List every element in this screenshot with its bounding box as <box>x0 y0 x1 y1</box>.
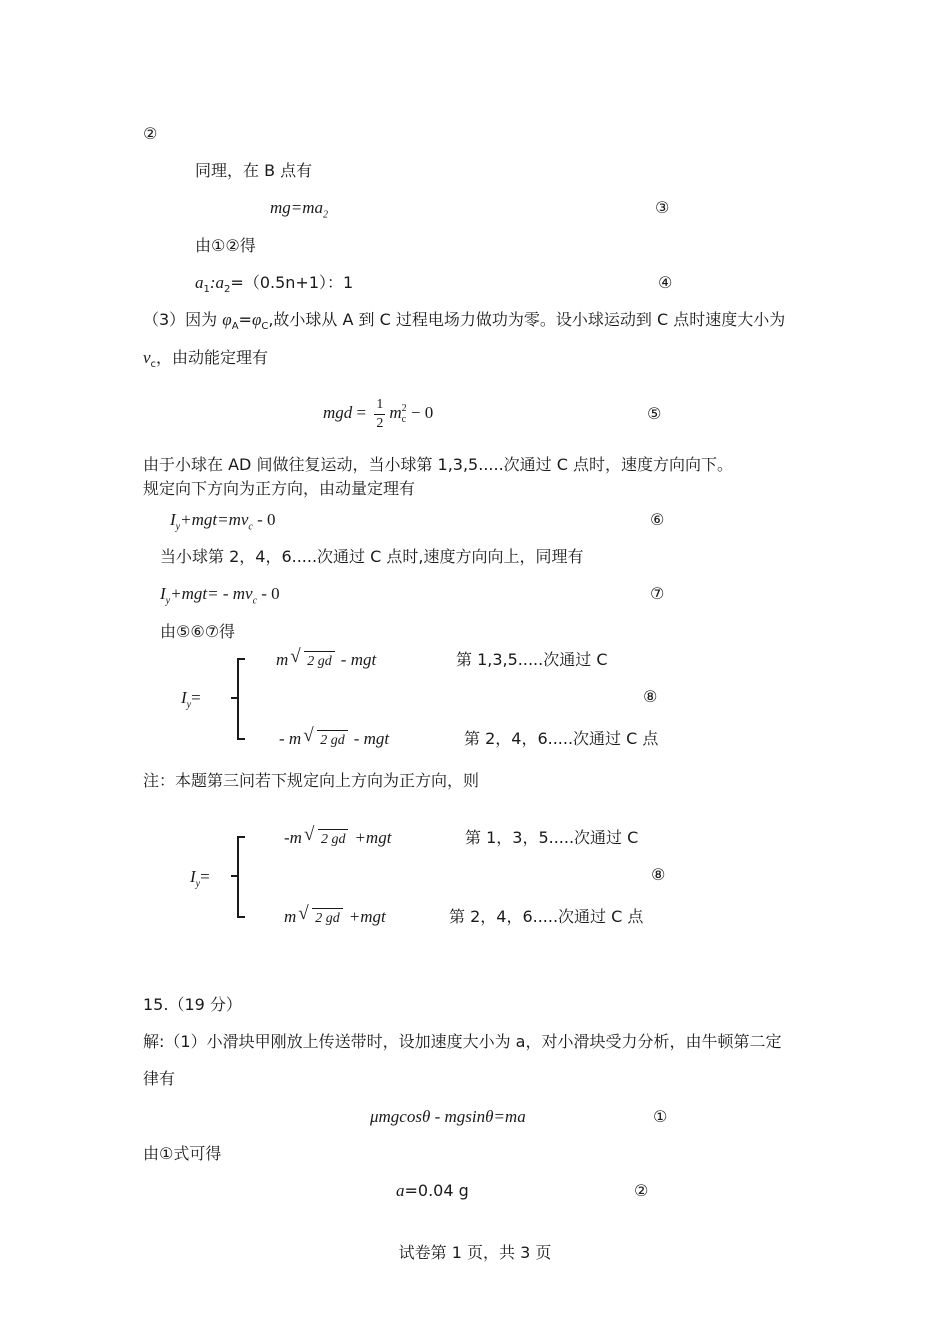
text-line: 由于小球在 AD 间做往复运动，当小球第 1,3,5.....次通过 C 点时，速度方向向下。 <box>143 455 734 474</box>
equation-marker: ② <box>143 124 158 143</box>
note-line: 注：本题第三问若下规定向上方向为正方向，则 <box>143 771 480 790</box>
case2-row2-formula: m √ 2 gd +mgt <box>284 907 386 929</box>
case2-brace-tip <box>231 875 237 877</box>
case1-brace-tip <box>231 697 237 699</box>
case1-lhs: $I_y=$ <box>181 688 201 711</box>
case2-row2-note: 第 2，4，6.....次通过 C 点 <box>449 907 644 926</box>
text-line: 由①②得 <box>195 236 256 255</box>
equation-6: $I_y+mgt=mv_c - 0$ <box>170 510 276 533</box>
case2-row1-note: 第 1，3，5.....次通过 C <box>465 828 639 847</box>
case1-row2-note: 第 2，4，6.....次通过 C 点 <box>464 729 659 748</box>
equation-tag-15-2: ② <box>634 1181 649 1200</box>
equation-tag-7: ⑦ <box>650 584 665 603</box>
question-15-line: 解:（1）小滑块甲刚放上传送带时，设加速度大小为 a，对小滑块受力分析，由牛顿第二定 <box>143 1032 782 1051</box>
text-line: 同理，在 B 点有 <box>195 161 313 180</box>
case2-tag: ⑧ <box>651 865 666 884</box>
case1-row1-formula: m √ 2 gd - mgt <box>276 650 376 672</box>
equation-3: $mg=ma_2$ <box>270 198 329 221</box>
question-15-line: 律有 <box>143 1069 176 1088</box>
equation-tag-4: ④ <box>658 273 673 292</box>
case1-brace <box>237 658 245 740</box>
page-footer: 试卷第 1 页，共 3 页 <box>398 1243 552 1262</box>
case2-brace <box>237 836 245 918</box>
equation-15-1: μmgcosθ - mgsinθ=ma <box>370 1107 526 1126</box>
text-line: 当小球第 2，4，6.....次通过 C 点时,速度方向向上，同理有 <box>160 547 584 566</box>
equation-tag-3: ③ <box>655 198 670 217</box>
text-line: 由⑤⑥⑦得 <box>160 622 236 641</box>
question-15-title: 15.（19 分） <box>143 995 242 1014</box>
equation-tag-15-1: ① <box>653 1107 668 1126</box>
paragraph-part3-cont: $v_c$，由动能定理有 <box>143 348 269 371</box>
equation-5: mgd = $\frac{1}{2}$ m 2 c − 0 <box>323 396 434 431</box>
equation-tag-6: ⑥ <box>650 510 665 529</box>
case1-tag: ⑧ <box>643 687 658 706</box>
text-line: 由①式可得 <box>143 1144 222 1163</box>
case2-lhs: $I_y=$ <box>190 867 210 890</box>
equation-tag-5: ⑤ <box>647 404 662 423</box>
case2-row1-formula: -m √ 2 gd +mgt <box>284 828 391 850</box>
paragraph-part3: （3）因为 $\varphi_A=\varphi_C$,故小球从 A 到 C 过程电场力做功为零。设小球运动到 C 点时速度大小为 <box>143 310 786 333</box>
equation-4: $a_1:a_2=(0.5n+1)$：1 <box>195 273 354 296</box>
case1-row1-note: 第 1,3,5.....次通过 C <box>456 650 608 669</box>
case1-row2-formula: - m √ 2 gd - mgt <box>279 729 389 751</box>
text-line: 规定向下方向为正方向，由动量定理有 <box>143 479 416 498</box>
equation-7: $I_y+mgt= - mv_c - 0$ <box>160 584 280 607</box>
equation-15-2: a=0.04 g <box>396 1181 469 1200</box>
